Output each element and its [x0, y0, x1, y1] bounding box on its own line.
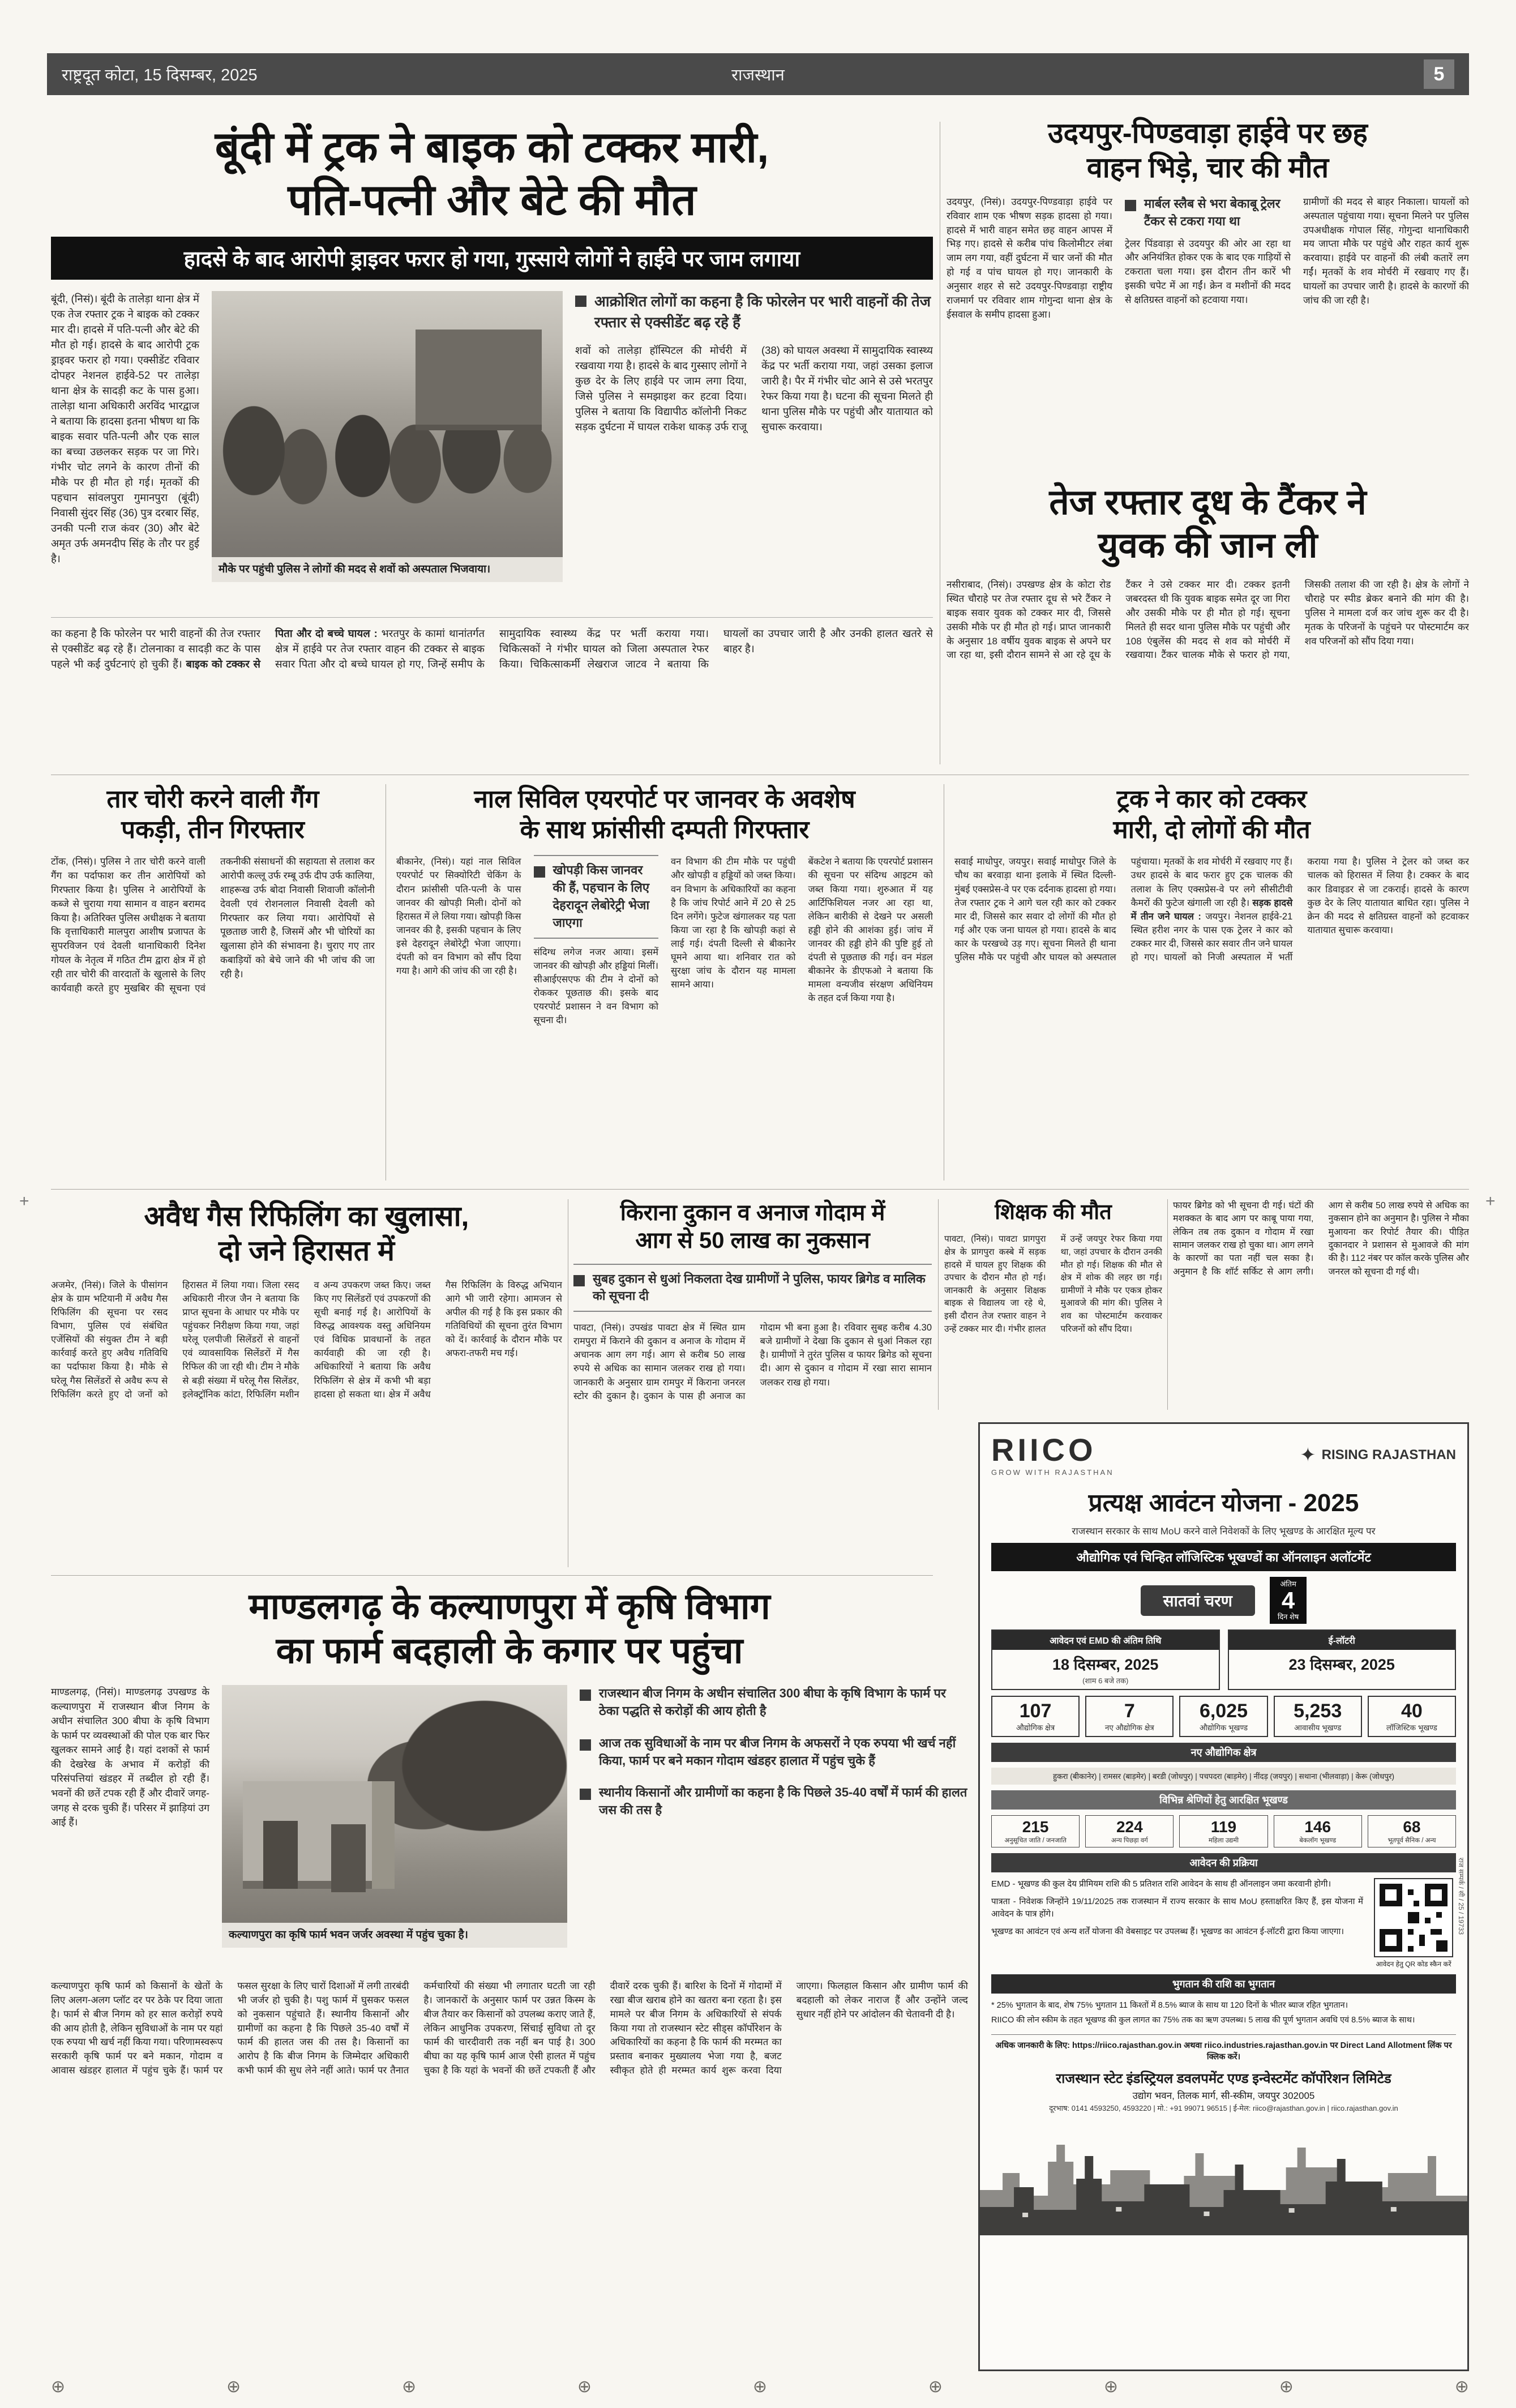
process-item: पात्रता - निवेशक जिन्होंने 19/11/2025 तक राजस्थान में राज्य सरकार के साथ MoU हस्ताक्षरित किए हैं, इस योजना में आवेदन के पात्र होंगे। [991, 1896, 1363, 1919]
qr-label: आवेदन हेतु QR कोड स्कैन करें [1376, 1960, 1451, 1969]
qr-code [1374, 1878, 1453, 1957]
headline-line-1: नाल सिविल एयरपोर्ट पर जानवर के अवशेष [474, 785, 855, 813]
riico-logo-text: RIICO [991, 1432, 1097, 1468]
website-link-line: अधिक जानकारी के लिए: https://riico.rajasthan.gov.in अथवा riico.industries.rajasthan.gov.in पर Direct Land Allotment लिंक पर क्लिक करें। [991, 2034, 1456, 2062]
body-text: पावटा, (निसं)। पावटा प्रागपुरा क्षेत्र के प्रागपुरा कस्बे में सड़क हादसे में घायल हुए शिक्षक की उपचार के दौरान मौत हो गई। जानकारी के अनुसार शिक्षक बाइक से विद्यालय जा रहे थे, इसी दौरान तेज रफ्तार वाहन ने उन्हें टक्कर मार दी। गंभीर हालत में उन्हें जयपुर रेफर किया गया था, जहां उपचार के दौरान उनकी मौत हो गई। शिक्षक की मौत से क्षेत्र में शोक की लहर छा गई। ग्रामीणों ने मौके पर एकत्र होकर मुआवजे की मांग की। पुलिस ने शव का पोस्टमार्टम करवाकर परिजनों को सौंप दिया। [944, 1234, 1162, 1334]
accident-photo [212, 291, 563, 608]
page-mark-icon: ⊕ [577, 2377, 592, 2396]
edition-region: राजस्थान [731, 66, 785, 84]
stat-label: औद्योगिक क्षेत्र [1016, 1723, 1055, 1733]
photo-caption: मौके पर पहुंची पुलिस ने लोगों की मदद से शवों को अस्पताल भिजवाया। [212, 557, 563, 582]
body-text: शवों को तालेड़ा हॉस्पिटल की मोर्चरी में रखवाया गया है। हादसे के बाद गुस्साए लोगों ने कुछ देर के लिए हाईवे पर जाम लगा दिया, जिसे पुलिस ने समझाइश कर हटवा दिया। पुलिस ने बताया कि विद्यापीठ कॉलोनी निकट सड़क दुर्घटना में घायल राकेश धाकड़ उर्फ राजू (38) को घायल अवस्था में सामुदायिक स्वास्थ्य केंद्र पर भर्ती कराया गया, जहां उसका इलाज जारी है। पैर में गंभीर चोट आने से उसे भरतपुर रेफर किया गया है। घटना की सूचना मिलते ही थाना पुलिस मौके पर पहुंची और यातायात को सुचारू करवाया। [575, 344, 933, 433]
square-bullet-icon [580, 1789, 591, 1800]
deadline-note: (शाम 6 बजे तक) [1082, 1676, 1129, 1686]
headline-line-1: तेज रफ्तार दूध के टैंकर ने [1049, 483, 1367, 522]
page-mark-icon: ⊕ [51, 2377, 66, 2396]
headline-line-2: पति-पत्नी और बेटे की मौत [288, 176, 696, 224]
divider [938, 1199, 939, 1410]
headline-line-2: आग से 50 लाख का नुकसान [635, 1227, 870, 1253]
stat-value: 107 [1019, 1700, 1052, 1722]
highlight-text: स्थानीय किसानों और ग्रामीणों का कहना है कि पिछले 35-40 वर्षों में फार्म की हालत जस की तस है [599, 1785, 967, 1817]
company-contact: दूरभाष: 0141 4593250, 4593220 | मो.: +91 99071 96515 | ई-मेल: riico@rajasthan.gov.in | riico.rajasthan.gov.in [1049, 2104, 1398, 2113]
highlight-text: राजस्थान बीज निगम के अधीन संचालित 300 बीघा के कृषि विभाग के फार्म पर ठेका पद्धति से करोड़ों की आय होती है [599, 1686, 946, 1718]
highlight-box [580, 1735, 968, 1770]
scheme-subtitle: राजस्थान सरकार के साथ MoU करने वाले निवेशकों के लिए भूखण्ड के आरक्षित मूल्य पर [1072, 1526, 1376, 1537]
reserved-box [1368, 1815, 1456, 1847]
highlight-box [580, 1784, 968, 1819]
photo-caption: कल्याणपुरा का कृषि फार्म भवन जर्जर अवस्था में पहुंच चुका है। [222, 1923, 567, 1948]
process-item: EMD - भूखण्ड की कुल देय प्रीमियम राशि की 5 प्रतिशत राशि आवेदन के साथ ही ऑनलाइन जमा करवानी होगी। [991, 1879, 1331, 1889]
square-bullet-icon [580, 1739, 591, 1751]
highlight-box [573, 1264, 932, 1312]
highlight-box [580, 1685, 968, 1720]
headline [947, 481, 1469, 567]
stat-label: लॉजिस्टिक भूखण्ड [1386, 1723, 1437, 1733]
headline-line-1: तार चोरी करने वाली गैंग [106, 785, 319, 813]
headline-line-2: का फार्म बदहाली के कगार पर पहुंचा [276, 1630, 743, 1671]
stat-box [1179, 1696, 1267, 1737]
deadline-label: आवेदन एवं EMD की अंतिम तिथि [992, 1631, 1219, 1650]
article-teacher-death [944, 1199, 1162, 1410]
company-address: उद्योग भवन, तिलक मार्ग, सी-स्कीम, जयपुर 302005 [1132, 2090, 1315, 2102]
badge-number: 4 [1281, 1586, 1295, 1614]
reserved-label: अन्य पिछड़ा वर्ग [1111, 1837, 1148, 1845]
square-bullet-icon [573, 1275, 585, 1286]
page-mark-icon: ⊕ [752, 2377, 768, 2396]
highlight-text: सुबह दुकान से धुआं निकलता देख ग्रामीणों ने पुलिस, फायर ब्रिगेड व मालिक को सूचना दी [593, 1271, 926, 1303]
body-text-continued [51, 617, 933, 756]
deadline-date: 18 दिसम्बर, 2025 [1052, 1656, 1159, 1674]
headline-line-2: के साथ फ्रांसीसी दम्पती गिरफ्तार [520, 815, 810, 844]
body-text: उदयपुर, (निसं)। उदयपुर-पिण्डवाड़ा हाईवे पर रविवार शाम एक भीषण सड़क हादसा हो गया। हादसे में भारी वाहन समेत छह वाहन आपस में भिड़ गए। हादसे से करीब पांच किलोमीटर लंबा जाम लग गया, वहीं दुर्घटना में चार जनों की मौत हो गई व पांच घायल हो गए। जानकारी के अनुसार शहर से सटे उदयपुर-पिण्डवाड़ा राष्ट्रीय राजमार्ग पर रविवार शाम गोगुन्दा थाना क्षेत्र के ईसवाल के समीप हादसा हुआ। [947, 196, 1112, 320]
body-text: बीकानेर, (निसं)। यहां नाल सिविल एयरपोर्ट पर सिक्योरिटी चेकिंग के दौरान फ्रांसीसी पति-पत्नी के पास जानवर की खोपड़ी मिली। दोनों को हिरासत में ले लिया गया। खोपड़ी किस जानवर की है, इसकी पहचान के लिए इसे देहरादून लेबोरेट्री भेजा जाएगा। दंपती को वन विभाग को सौंप दिया गया है। आगे की जांच की जा रही है। [396, 857, 521, 976]
page-mark-icon: ⊕ [226, 2377, 241, 2396]
stat-box [1368, 1696, 1456, 1737]
body-text: टोंक, (निसं)। पुलिस ने तार चोरी करने वाली गैंग का पर्दाफाश कर तीन आरोपियों को गिरफ्तार किया है। पुलिस ने आरोपियों के कब्जे से चुराया गया सामान व वाहन बरामद किया है। अतिरिक्त पुलिस अधीक्षक ने बताया कि वृत्ताधिकारी मालपुरा आशीष प्रजापत के सुपरविजन एवं देवली थानाधिकारी दिनेश गोयल के नेतृत्व में गठित टीम द्वारा क्षेत्र में हो रही तार चोरी की वारदातों के खुलासे के लिए कार्यवाही करते हुए मुखबिर की सूचना एवं तकनीकी संसाधनों की सहायता से तलाश कर आरोपी कल्लू उर्फ रम्बू उर्फ दीप उर्फ कालिया, शाहरूख उर्फ बोदा निवासी शिवाजी कॉलोनी देवली एवं रोशनलाल निवासी देवली को गिरफ्तार कर लिया गया। आरोपियों से पूछताछ जारी है, जिसमें और भी चोरियों का खुलासा होने की संभावना है। चुराए गए तार कबाड़ियों को बेचे जाने की भी जांच की जा रही है। [51, 856, 375, 994]
stat-label: औद्योगिक भूखण्ड [1199, 1723, 1248, 1733]
inline-subhead: बाइक को टक्कर से पिता और दो बच्चे घायल : [186, 627, 382, 670]
square-bullet-icon [1125, 200, 1136, 211]
new-areas-title: नए औद्योगिक क्षेत्र [991, 1743, 1456, 1762]
badge-bottom-text: दिन शेष [1277, 1612, 1299, 1621]
article-truck-car-collision [954, 784, 1469, 1181]
body-fragment: जयपुर। नेशनल हाईवे-21 स्थित हरीश नगर के पास एक ट्रेलर ने कार को टक्कर मार दी, जिससे कार सवार तीन जने घायल हो गए। घायलों को निजी अस्पताल में भर्ती कराया गया है। पुलिस ने ट्रेलर को जब्त कर चालक को हिरासत में लिया है। टक्कर के बाद कार डिवाइडर से जा टकराई। हादसे के कारण कुछ देर के लिए यातायात बाधित रहा। पुलिस ने क्रेन की मदद से क्षतिग्रस्त वाहनों को हटवाकर यातायात सुचारू करवाया। [1130, 857, 1469, 963]
registration-mark: + [19, 1192, 29, 1211]
body-text: संदिग्ध लगेज नजर आया। इसमें जानवर की खोपड़ी और हड्डियां मिलीं। सीआईएसएफ की टीम ने दोनों को रोककर पूछताछ की। इसके बाद एयरपोर्ट प्रशासन ने वन विभाग को सूचना दी। [533, 947, 658, 1025]
body-fragment: सवाई माधोपुर, जयपुर। सवाई माधोपुर जिले के चौथ का बरवाड़ा थाना इलाके में स्थित दिल्ली-मुंबई एक्सप्रेस-वे पर एक दर्दनाक हादसा हो गया। तेज रफ्तार ट्रक ने आगे चल रही कार को टक्कर मार दी, जिससे कार सवार दो लोगों की मौत हो गई और एक जना घायल हो गया। हादसे के बाद कार के परखच्चे उड़ गए। सूचना मिलते ही थाना पुलिस मौके पर पहुंची और घायल को अस्पताल पहुंचाया। मृतकों के शव मोर्चरी में रखवाए गए हैं। उधर हादसे के बाद फरार हुए ट्रक चालक की तलाश के लिए एक्सप्रेस-वे पर लगे सीसीटीवी कैमरों की फुटेज खंगाली जा रही है। [954, 857, 1293, 963]
divider [1167, 1199, 1168, 1410]
accident-photo-image [212, 291, 563, 557]
headline [51, 1584, 968, 1673]
rising-rajasthan-emblem [1300, 1445, 1456, 1466]
payment-title: भुगतान की राशि का भुगतान [991, 1974, 1456, 1994]
body-text: ग्रामीणों की मदद से बाहर निकाला। घायलों को अस्पताल पहुंचाया गया। सूचना मिलने पर पुलिस उपअधीक्षक गोपाल सिंह, गोगुन्दा थानाधिकारी मय जाप्ता मौके पर पहुंचे और राहत कार्य शुरू करवाया। हाईवे पर वाहनों की लंबी कतारें लग गईं। मृतकों के शव मोर्चरी में रखवाए गए हैं। घायलों का उपचार जारी है। हादसे के कारणों की जांच की जा रही है। [1303, 196, 1469, 306]
registration-mark: + [1485, 1192, 1496, 1211]
page-number: 5 [1424, 59, 1454, 89]
article-illegal-gas-refilling [51, 1199, 562, 1567]
headline-line-2: युवक की जान ली [1098, 525, 1318, 565]
new-areas-list: हुकरा (बीकानेर) | रामसर (बाड़मेर) | बरडी (जोधपुर) | पचपदरा (बाड़मेर) | नींदड़ (जयपुर) | सथाना (भीलवाड़ा) | केरू (जोधपुर) [991, 1768, 1456, 1785]
highlight-bullets [580, 1685, 968, 1968]
body-text: बेंकटेश ने बताया कि एयरपोर्ट प्रशासन की सूचना पर संदिग्ध आइटम को जब्त किया गया। शुरुआत में यह आर्टिफिशियल नजर आ रहा था, लेकिन बारीकी से देखने पर असली हड्डी होने की आशंका हुई। जांच में जानवर की हड्डी होने की पुष्टि हुई तो दंपती से पूछताछ की गई। वन मंडल बीकानेर के डीएफओ ने बताया कि मामला वन्यजीव संरक्षण अधिनियम के तहत दर्ज किया गया है। [808, 857, 933, 1004]
body-fragment: भरतपुर के कामां थानांतर्गत क्षेत्र में हाईवे पर तेज रफ्तार वाहन की टक्कर से बाइक सवार पिता और दो बच्चे घायल हो गए, जिन्हें समीप के सामुदायिक स्वास्थ्य केंद्र पर भर्ती कराया गया। चिकित्सकों ने गंभीर घायल को जिला अस्पताल रेफर किया। चिकित्साकर्मी लेखराज जाटव ने बताया कि घायलों का उपचार जारी है और उनकी हालत खतरे से बाहर है। [275, 627, 933, 670]
divider [51, 1575, 933, 1576]
riico-advertisement [978, 1422, 1469, 2371]
headline-line-2: दो जने हिरासत में [218, 1235, 395, 1267]
stat-box [1085, 1696, 1174, 1737]
headline [396, 784, 933, 845]
square-bullet-icon [580, 1690, 591, 1701]
reserved-value: 68 [1403, 1818, 1421, 1836]
reserved-value: 215 [1022, 1818, 1049, 1836]
reserved-box [991, 1815, 1080, 1847]
headline-line-1: किराना दुकान व अनाज गोदाम में [620, 1200, 885, 1225]
headline-line-2: पकड़ी, तीन गिरफ्तार [121, 815, 305, 844]
process-title: आवेदन की प्रक्रिया [991, 1853, 1456, 1872]
body-fragment: का कहना है कि फोरलेन पर भारी वाहनों की तेज रफ्तार से एक्सीडेंट बढ़ रहे हैं। टोलनाका व सादड़ी कट के पास पहले भी कई दुर्घटनाएं हो चुकी हैं। [51, 627, 260, 670]
factory-skyline-illustration [980, 2122, 1467, 2235]
elottery-note [1229, 1675, 1455, 1679]
scheme-stats [991, 1696, 1456, 1737]
article-mandalgarh-farm [51, 1584, 968, 2372]
stat-box [991, 1696, 1080, 1737]
headline [51, 784, 375, 845]
headline [947, 116, 1469, 185]
article-milk-tanker-death [947, 481, 1469, 764]
ad-code: राज सम्पर्क / सी / 25 / 19733 [1457, 1857, 1465, 1935]
reserved-value: 224 [1116, 1818, 1143, 1836]
headline-line-1: ट्रक ने कार को टक्कर [1116, 785, 1307, 813]
reserved-box [1274, 1815, 1362, 1847]
headline-line-1: माण्डलगढ़ के कल्याणपुरा में कृषि विभाग [249, 1586, 770, 1627]
body-text: फायर ब्रिगेड को भी सूचना दी गई। घंटों की मशक्कत के बाद आग पर काबू पाया गया, लेकिन तब तक दुकान व गोदाम में रखा सामान जलकर राख हो चुका था। आग लगने के कारणों का पता नहीं चल सका है। अनुमान है कि शॉर्ट सर्किट से आग लगी। आग से करीब 50 लाख रुपये से अधिक का नुकसान होने का अनुमान है। पुलिस ने मौका मुआयना कर रिपोर्ट तैयार की। पीड़ित दुकानदार ने प्रशासन से मुआवजे की मांग की है। 112 नंबर पर कॉल करके पुलिस और जनरल को सूचना दी गई थी। [1173, 1201, 1469, 1277]
highlight-text: आज तक सुविधाओं के नाम पर बीज निगम के अफसरों ने एक रुपया भी खर्च नहीं किया, फार्म पर बने मकान गोदाम खंडहर हालात में पहुंच चुके हैं [599, 1735, 956, 1768]
company-block [991, 2069, 1456, 2113]
article-airport-french-couple [396, 784, 933, 1181]
headline-line-1: बूंदी में ट्रक ने बाइक को टक्कर मारी, [215, 123, 769, 172]
reserved-value: 146 [1304, 1818, 1331, 1836]
company-name: राजस्थान स्टेट इंडस्ट्रियल डवलपमेंट एण्ड इन्वेस्टमेंट कॉर्पोरेशन लिमिटेड [1056, 2071, 1391, 2087]
article-grocery-godown-fire [573, 1199, 932, 1567]
days-left-badge [1270, 1577, 1307, 1624]
process-lines [991, 1878, 1363, 1969]
divider [51, 1189, 1469, 1190]
page-mark-icon: ⊕ [1454, 2377, 1469, 2396]
process-item: भूखण्ड का आवंटन एवं अन्य शर्तें योजना की वेबसाइट पर उपलब्ध हैं। भूखण्ड का आवंटन ई-लॉटरी द्वारा किया जाएगा। [991, 1926, 1344, 1936]
headline-line-2: वाहन भिड़े, चार की मौत [1086, 152, 1329, 183]
payment-terms [991, 1999, 1456, 2029]
body-text: नसीराबाद, (निसं)। उपखण्ड क्षेत्र के कोटा रोड स्थित चौराहे पर तेज रफ्तार दूध से भरे टैंकर ने बाइक सवार युवक को टक्कर मार दी, जिससे उसकी मौके पर ही मौत हो गई। प्राप्त जानकारी के अनुसार 18 वर्षीय युवक बाइक से अपने घर जा रहा था, इसी दौरान सामने से आ रहे दूध के टैंकर ने उसे टक्कर मार दी। टक्कर इतनी जबरदस्त थी कि युवक बाइक समेत दूर जा गिरा और उसकी मौके पर ही मौत हो गई। सूचना मिलते ही सदर थाना पुलिस मौके पर पहुंची और 108 एंबुलेंस की मदद से शव को मोर्चरी में रखवाया। टैंकर चालक मौके से फरार हो गया, जिसकी तलाश की जा रही है। क्षेत्र के लोगों ने चौराहे पर स्पीड ब्रेकर बनाने की मांग की है। पुलिस ने मामला दर्ज कर जांच शुरू कर दी है। मृतक के परिजनों के पहुंचने पर पोस्टमार्टम कर शव परिजनों को सौंप दिया गया। [947, 579, 1469, 661]
article-fire-continuation [1173, 1199, 1469, 1410]
highlight-text: आक्रोशित लोगों का कहना है कि फोरलेन पर भारी वाहनों की तेज रफ्तार से एक्सीडेंट बढ़ रहे हैं [594, 293, 931, 331]
article-wire-theft-gang [51, 784, 375, 1181]
reserved-label: भूतपूर्व सैनिक / अन्य [1387, 1837, 1436, 1845]
phase-label: सातवां चरण [1141, 1585, 1255, 1616]
reserved-title: विभिन्न श्रेणियों हेतु आरक्षित भूखण्ड [991, 1790, 1456, 1810]
inline-subhead: सड़क हादसे में तीन जने घायल : [1130, 897, 1293, 922]
reserved-box [1179, 1815, 1267, 1847]
edition-date: राष्ट्रदूत कोटा, 15 दिसम्बर, 2025 [62, 66, 258, 84]
body-text: ट्रेलर पिंडवाड़ा से उदयपुर की ओर आ रहा था और अनियंत्रित होकर एक के बाद एक गाड़ियों से टकराता चला गया। इस दौरान तीन कारें भी इसकी चपेट में आ गईं। क्रेन व मशीनों की मदद से क्षतिग्रस्त वाहनों को हटवाया गया। [1125, 238, 1291, 305]
scheme-title: प्रत्यक्ष आवंटन योजना - 2025 [1088, 1489, 1359, 1517]
payment-item: RIICO की लोन स्कीम के तहत भूखण्ड की कुल लागत का 75% तक का ऋण उपलब्ध। 5 लाख की पूर्ण भुगतान अवधि एवं 8.5% ब्याज के साथ। [991, 2016, 1415, 2025]
reserved-value: 119 [1210, 1818, 1237, 1836]
elottery-date: 23 दिसम्बर, 2025 [1288, 1656, 1395, 1674]
qr-block [1371, 1878, 1456, 1969]
page-mark-icon: ⊕ [1279, 2377, 1294, 2396]
headline [944, 1199, 1162, 1225]
highlight-text: मार्बल स्लैब से भरा बेकाबू ट्रेलर टैंकर से टकरा गया था [1144, 196, 1281, 228]
farm-photo-image [222, 1685, 567, 1923]
badge-top-text: अंतिम [1280, 1580, 1296, 1588]
reserved-box [1085, 1815, 1174, 1847]
highlight-text: खोपड़ी किस जानवर की हैं, पहचान के लिए देहरादून लेबोरेट्री भेजा जाएगा [553, 863, 650, 930]
headline-line-1: अवैध गैस रिफिलिंग का खुलासा, [144, 1200, 469, 1232]
body-text: पावटा, (निसं)। उपखंड पावटा क्षेत्र में स्थित ग्राम रामपुरा में किराने की दुकान व अनाज के गोदाम में अचानक आग लग गई। आग से करीब 50 लाख रुपये से अधिक का सामान जलकर राख हो गया। जानकारी के अनुसार ग्राम रामपुर में किराना जनरल स्टोर की दुकान है। दुकान के पास ही अनाज का गोदाम भी बना हुआ है। रविवार सुबह करीब 4.30 बजे ग्रामीणों ने देखा कि दुकान से धुआं निकल रहा है। ग्रामीणों ने तुरंत पुलिस व फायर ब्रिगेड को सूचना दी। आग से दुकान व गोदाम में रखा सारा सामान जलकर राख हो गया। [573, 1323, 932, 1401]
square-bullet-icon [575, 296, 586, 307]
farm-photo [222, 1685, 567, 1968]
body-text: वन विभाग की टीम मौके पर पहुंची और खोपड़ी व हड्डियों को जब्त किया। वन विभाग के अधिकारियों का कहना है कि जांच रिपोर्ट आने में 20 से 25 दिन लगेंगे। फुटेज खंगालकर यह पता किया जा रहा है कि खोपड़ी कहां से लाई गई। दंपती दिल्ली से बीकानेर घूमने आया था। शनिवार रात को सुरक्षा जांच के दौरान यह मामला सामने आया। [671, 857, 796, 990]
star-icon: ✦ [1300, 1444, 1316, 1466]
body-text: बूंदी, (निसं)। बूंदी के तालेड़ा थाना क्षेत्र में एक तेज रफ्तार ट्रक ने बाइक को टक्कर मार दी। हादसे में पति-पत्नी और बेटे की मौत हो गई। हादसे के बाद आरोपी ट्रक ड्राइवर फरार हो गया। एक्सीडेंट रविवार दोपहर नेशनल हाईवे-52 पर तालेड़ा थाना क्षेत्र के सादड़ी कट के पास हुआ। तालेड़ा थाना अधिकारी अरविंद भारद्वाज ने बताया कि हादसा इतना भीषण था कि बाइक सवार पति-पत्नी और एक साल का बच्चा उछलकर सड़क पर जा गिरे। गंभीर चोट लगने के कारण तीनों की मौके पर ही मौत हो गई। मृतकों की पहचान सांवलपुरा गुमानपुरा (बूंदी) निवासी सुंदर सिंह (36) पुत्र दरबार सिंह, उनकी पत्नी राज कंवर (30) और बेटे अमृत उर्फ अमनदीप सिंह के तौर पर हुई है। [51, 293, 199, 565]
elottery-date-box [1228, 1629, 1457, 1690]
headline [573, 1199, 932, 1255]
reserved-stats [991, 1815, 1456, 1847]
stat-value: 5,253 [1294, 1700, 1342, 1722]
headline [51, 122, 933, 226]
stat-value: 7 [1124, 1700, 1135, 1722]
headline-line-1: उदयपुर-पिण्डवाड़ा हाईवे पर छह [1048, 117, 1368, 149]
footer-marks-row [51, 2377, 1469, 2397]
page-mark-icon: ⊕ [401, 2377, 417, 2396]
rising-line-1: RISING [1321, 1447, 1369, 1463]
headline-line-2: मारी, दो लोगों की मौत [1113, 815, 1311, 844]
highlight-box [534, 855, 659, 938]
rising-line-2: RAJASTHAN [1372, 1447, 1456, 1463]
square-bullet-icon [534, 866, 545, 878]
payment-item: * 25% भुगतान के बाद, शेष 75% भुगतान 11 किश्तों में 8.5% ब्याज के साथ या 120 दिनों के भीतर ब्याज रहित भुगतान। [991, 2001, 1348, 2011]
stat-label: नए औद्योगिक क्षेत्र [1104, 1723, 1154, 1733]
headline [51, 1199, 562, 1268]
headline-line-1: शिक्षक की मौत [995, 1200, 1112, 1224]
body-text: माण्डलगढ़, (निसं)। माण्डलगढ़ उपखण्ड के कल्याणपुरा में राजस्थान बीज निगम के अधीन संचालित 300 बीघा के कृषि विभाग के फार्म पर व्यवस्थाओं की पोल एक बार फिर खुलकर सामने आई है। यहां दशकों से फार्म की देखरेख के अभाव में करोड़ों की परिसंपत्तियां खंडहर में तब्दील हो रही हैं। भवनों की छतें टपक रही हैं और दीवारें जगह-जगह से दरक चुकी हैं। परिसर में झाड़ियां उग आई हैं। [51, 1686, 209, 1828]
body-text [954, 855, 1469, 1161]
stat-value: 40 [1401, 1700, 1423, 1722]
elottery-label: ई-लॉटरी [1229, 1631, 1455, 1650]
stat-box [1274, 1696, 1362, 1737]
masthead [47, 53, 1469, 95]
highlight-box [1125, 195, 1291, 230]
riico-tagline: GROW WITH RAJASTHAN [991, 1468, 1114, 1477]
subhead-bar: हादसे के बाद आरोपी ड्राइवर फरार हो गया, गुस्साये लोगों ने हाईवे पर जाम लगाया [51, 237, 933, 280]
stat-value: 6,025 [1199, 1700, 1248, 1722]
application-deadline-box [991, 1629, 1220, 1690]
headline [954, 784, 1469, 845]
page-mark-icon: ⊕ [1103, 2377, 1118, 2396]
reserved-label: अनुसूचित जाति / जनजाति [1004, 1837, 1067, 1845]
reserved-label: महिला उद्यमी [1208, 1837, 1239, 1845]
highlight-box [575, 291, 933, 332]
riico-logo [991, 1434, 1114, 1477]
article-bundi-truck-bike [51, 122, 933, 764]
body-text: कल्याणपुरा कृषि फार्म को किसानों के खेतों के लिए अलग-अलग प्लॉट दर पर ठेके पर दिया जाता है। फार्म से बीज निगम को हर साल करोड़ों रुपये की आय होती है, लेकिन सुविधाओं के नाम पर यहां एक रुपया भी खर्च नहीं किया गया। परिणामस्वरूप सरकारी कृषि फार्म पर बने मकान, गोदाम व आवास खंडहर हालात में पहुंच चुके हैं। फार्म पर फसल सुरक्षा के लिए चारों दिशाओं में लगी तारबंदी भी जर्जर हो चुकी है। पशु फार्म में घुसकर फसल को नुकसान पहुंचाते हैं। स्थानीय किसानों और ग्रामीणों का कहना है कि पिछले 35-40 वर्षों में फार्म की हालत जस की तस है। किसानों का आरोप है कि बीज निगम के जिम्मेदार अधिकारी कभी फार्म की सुध लेने नहीं आते। फार्म पर तैनात कर्मचारियों की संख्या भी लगातार घटती जा रही है। जानकारों के अनुसार फार्म पर उन्नत किस्म के बीज तैयार कर किसानों को उपलब्ध कराए जाते हैं, लेकिन आधुनिक उपकरण, सिंचाई सुविधा तो दूर फार्म की चारदीवारी तक नहीं बन पाई है। 300 बीघा का यह कृषि फार्म आज ऐसी हालत में पहुंच चुका है कि यहां के भवनों की छतें टपकती हैं और दीवारें दरक चुकी हैं। बारिश के दिनों में गोदामों में रखा बीज खराब होने का खतरा बना रहता है। इस मामले पर बीज निगम के अधिकारियों से संपर्क किया गया तो राजस्थान स्टेट सीड्स कॉर्पोरेशन के अधिकारियों का कहना है कि फार्म की मरम्मत का प्रस्ताव बनाकर मुख्यालय भेजा गया है, बजट स्वीकृत होते ही मरम्मत कार्य शुरू करवा दिया जाएगा। फिलहाल किसान और ग्रामीण फार्म की बदहाली को लेकर नाराज हैं और उन्होंने जल्द सुधार नहीं होने पर आंदोलन की चेतावनी दी है। [51, 1981, 968, 2076]
reserved-label: बेकलॉग भूखण्ड [1299, 1837, 1337, 1845]
article-udaipur-highway-crash [947, 116, 1469, 470]
stat-label: आवासीय भूखण्ड [1294, 1723, 1342, 1733]
scheme-banner: औद्योगिक एवं चिन्हित लॉजिस्टिक भूखण्डों का ऑनलाइन अलॉटमेंट [991, 1543, 1456, 1571]
page-mark-icon: ⊕ [928, 2377, 943, 2396]
body-text: अजमेर, (निसं)। जिले के पीसांगन क्षेत्र के ग्राम भटियानी में अवैध गैस रिफिलिंग की सूचना पर रसद विभाग, पुलिस एवं संबंधित एजेंसियों की संयुक्त टीम ने बड़ी कार्रवाई करते हुए अवैध गतिविधि का पर्दाफाश किया है। मौके से घरेलू गैस सिलेंडरों से अवैध रूप से रिफिलिंग करते हुए दो जनों को हिरासत में लिया गया। जिला रसद अधिकारी नीरज जैन ने बताया कि प्राप्त सूचना के आधार पर मौके पर पहुंचकर निरीक्षण किया गया, जहां घरेलू एलपीजी सिलेंडरों से वाहनों एवं व्यावसायिक सिलेंडरों में गैस रिफिल की जा रही थी। टीम ने मौके से बड़ी संख्या में घरेलू गैस सिलेंडर, इलेक्ट्रॉनिक कांटा, रिफिलिंग मशीन व अन्य उपकरण जब्त किए। जब्त किए गए सिलेंडरों एवं उपकरणों की सूची बनाई गई है। आरोपियों के विरुद्ध आवश्यक वस्तु अधिनियम एवं विधिक प्रावधानों के तहत कार्यवाही की जा रही है। अधिकारियों ने बताया कि अवैध रिफिलिंग से क्षेत्र में कभी भी बड़ा हादसा हो सकता था। क्षेत्र में अवैध गैस रिफिलिंग के विरुद्ध अभियान आगे भी जारी रहेगा। आमजन से अपील की गई है कि इस प्रकार की गतिविधियों की सूचना तुरंत विभाग को दें। कार्रवाई के दौरान मौके पर अफरा-तफरी मच गई। [51, 1280, 562, 1400]
rising-text [1322, 1448, 1456, 1462]
